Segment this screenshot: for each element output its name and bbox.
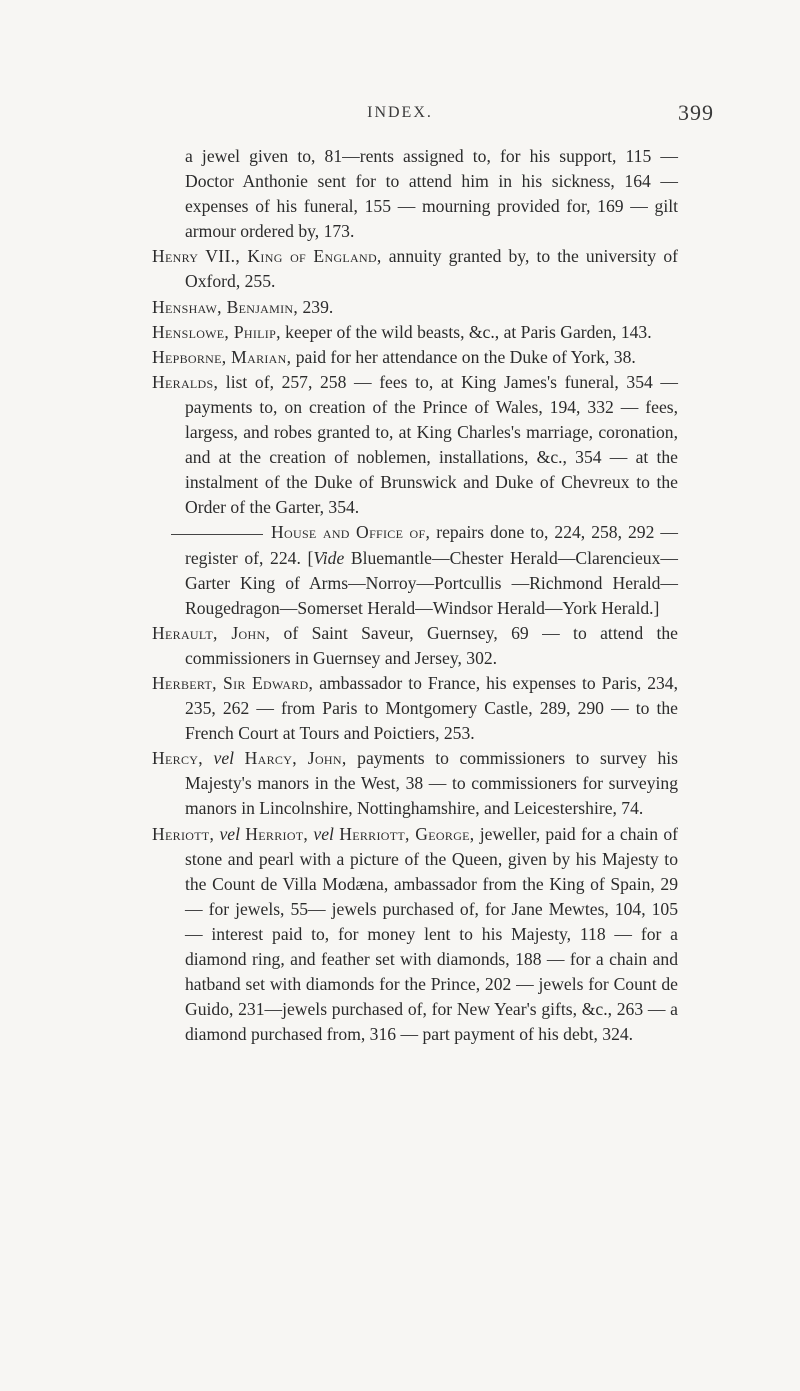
entry-text: keeper of the wild beasts, &c., at Paris Garden, 143. (280, 321, 652, 342)
index-entry-hepborne (152, 345, 678, 370)
entry-heading: Herbert, Sir Edward, (152, 672, 314, 693)
index-entry-hercy (152, 746, 678, 821)
entry-heading: Henry VII., King of England, (152, 246, 382, 267)
entry-heading: Herault, John, (152, 622, 271, 643)
index-entries (152, 144, 678, 1047)
index-subentry-heralds-house (152, 520, 678, 620)
index-entry-continuation (152, 144, 678, 244)
running-head (0, 100, 800, 134)
running-title: INDEX. (367, 104, 433, 121)
entry-text: payments to commissioners to survey his Majesty's manors in the West, 38 — to commissioners for surveying manors in Lincolnshire, Nottinghamshire, and Leicestershire, 74. (185, 748, 678, 819)
index-entry-henry-vii (152, 244, 678, 294)
entry-heading: Harcy, John, (244, 748, 347, 769)
entry-heading: Herriott, George, (339, 823, 475, 844)
vel-word: vel (219, 823, 240, 844)
vel-word: vel (213, 748, 235, 769)
repeat-dash-rule (171, 534, 263, 535)
index-entry-heralds (152, 370, 678, 521)
entry-heading: Hepborne, Marian, (152, 346, 292, 367)
entry-text: paid for her attendance on the Duke of York, 38. (291, 346, 636, 367)
index-entry-herault (152, 621, 678, 671)
entry-heading: Hercy, (152, 748, 203, 769)
entry-text: ambassador to France, his expenses to Paris, 234, 235, 262 — from Paris to Montgomery Castle, 289, 290 — to the French Court at Tours and Poictiers, 253. (185, 672, 678, 744)
entry-text: repairs done to, 224, 258, 292 — register of, 224. [ (185, 522, 678, 568)
entry-heading: Herriot, (245, 823, 309, 844)
entry-text: 239. (298, 296, 334, 317)
entry-heading: Henslowe, Philip, (152, 321, 281, 342)
entry-text: jeweller, paid for a chain of stone and pearl with a picture of the Queen, given by his Majesty to the Count de Villa Modæna, ambassador from the King of Spain, 29 — for jewels, 55— jewels purchased of, for Jane Mewtes, 104, 105 — interest paid to, for money lent to his Majesty, 118 — for a diamond ring, and feather set with diamonds, 188 — for a chain and hatband set with diamonds for the Prince, 202 — jewels for Count de Guido, 231—jewels purchased of, for New Year's gifts, &c., 263 — a diamond purchased from, 316 — part payment of his debt, 324. (185, 823, 678, 1045)
entry-text: Bluemantle—Chester Herald—Clarencieux—Garter King of Arms—Norroy—Portcullis —Richmond Herald—Rougedragon—Somerset Herald—Windsor Herald—York Herald.] (185, 547, 678, 618)
vide-word: Vide (313, 547, 345, 568)
entry-text: list of, 257, 258 — fees to, at King James's funeral, 354 — payments to, on creation of the Prince of Wales, 194, 332 — fees, largess, and robes granted to, at King Charles's marriage, coronation, and at the creation of noblemen, installations, &c., 354 — at the instalment of the Duke of Brunswick and Duke of Chevreux to the Order of the Garter, 354. (185, 371, 678, 518)
entry-text: a jewel given to, 81—rents assigned to, for his support, 115 — Doctor Anthonie sent for to attend him in his sickness, 164 — expenses of his funeral, 155 — mourning provided for, 169 — gilt armour ordered by, 173. (185, 146, 678, 242)
page-number: 399 (678, 100, 714, 125)
index-entry-heriott (152, 822, 678, 1048)
entry-heading: Heriott, (152, 823, 215, 844)
entry-heading: House and Office of, (271, 522, 431, 543)
index-entry-henshaw (152, 295, 678, 320)
index-entry-henslowe (152, 320, 678, 345)
entry-heading: Henshaw, Benjamin, (152, 296, 299, 317)
vel-word: vel (313, 823, 334, 844)
index-entry-herbert (152, 671, 678, 746)
entry-heading: Heralds, (152, 371, 219, 392)
entry-text: of Saint Saveur, Guernsey, 69 — to attend the commissioners in Guernsey and Jersey, 302. (185, 622, 678, 668)
entry-text: annuity granted by, to the university of Oxford, 255. (185, 246, 678, 292)
